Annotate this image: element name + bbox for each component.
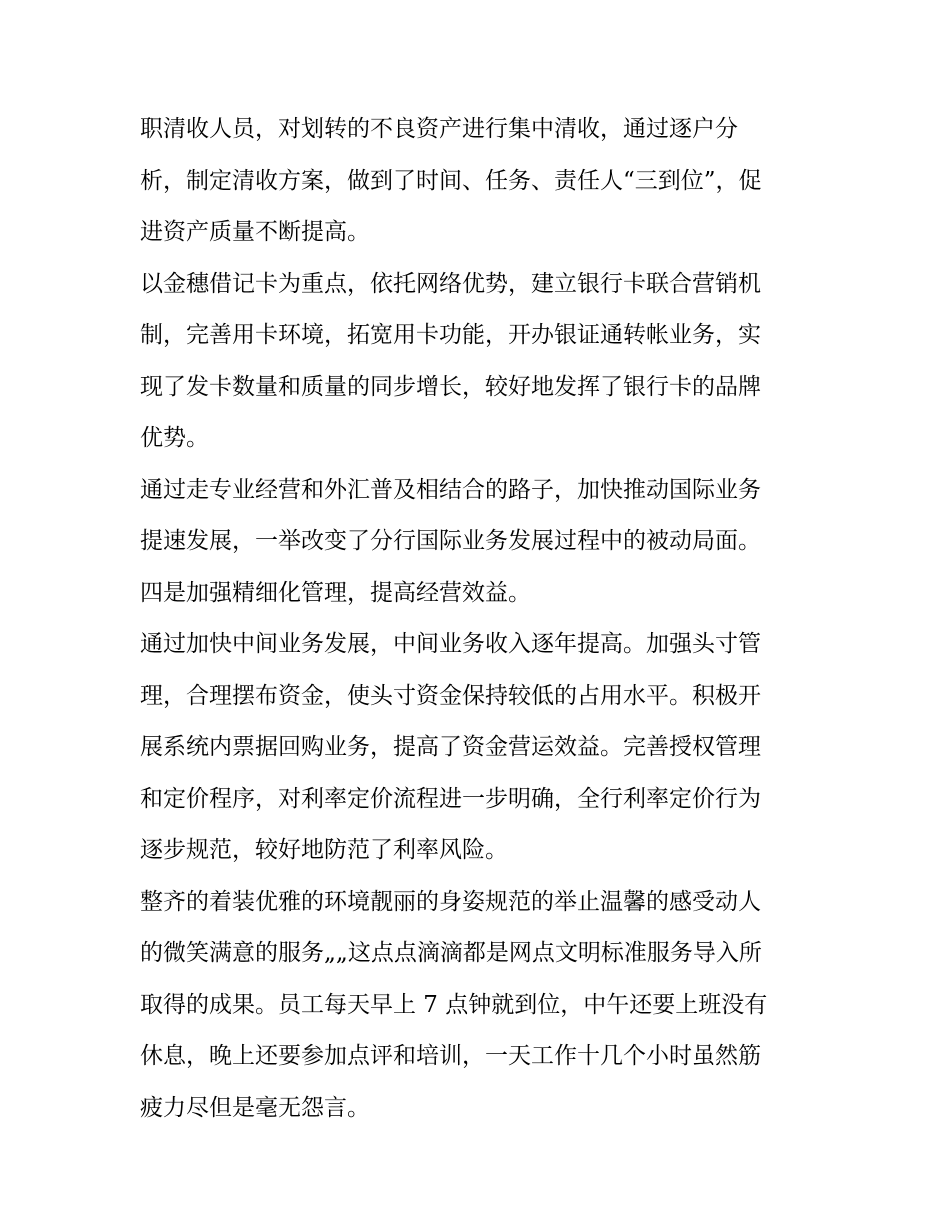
text-line: 提速发展，一举改变了分行国际业务发展过程中的被动局面。 xyxy=(140,528,761,554)
text-line: 析，制定清收方案，做到了时间、任务、责任人“三到位”，促 xyxy=(140,167,762,194)
text-line: 和定价程序，对利率定价流程进一步明确，全行利率定价行为 xyxy=(140,785,761,812)
text-line: 进资产质量不断提高。 xyxy=(140,219,370,245)
text-line: 优势。 xyxy=(140,425,209,451)
text-line: 理，合理摆布资金，使头寸资金保持较低的占用水平。积极开 xyxy=(140,682,761,709)
text-line: 疲力尽但是毫无怨言。 xyxy=(140,1094,370,1121)
text-line: 职清收人员，对划转的不良资产进行集中清收，通过逐户分 xyxy=(140,116,738,142)
text-line: 休息，晚上还要参加点评和培训，一天工作十几个小时虽然筋 xyxy=(140,1043,761,1069)
text-line: 以金穗借记卡为重点，依托网络优势，建立银行卡联合营销机 xyxy=(140,270,761,297)
text-line: 现了发卡数量和质量的同步增长，较好地发挥了银行卡的品牌 xyxy=(140,373,761,400)
text-line: 整齐的着装优雅的环境靓丽的身姿规范的举止温馨的感受动人 xyxy=(140,888,761,915)
text-line: 通过加快中间业务发展，中间业务收入逐年提高。加强头寸管 xyxy=(140,631,761,657)
text-line: 四是加强精细化管理，提高经营效益。 xyxy=(140,579,531,606)
text-line: 逐步规范，较好地防范了利率风险。 xyxy=(140,837,508,863)
text-line: 取得的成果。员工每天早上 7 点钟就到位，中午还要上班没有 xyxy=(140,991,768,1018)
text-line: 展系统内票据回购业务，提高了资金营运效益。完善授权管理 xyxy=(140,734,761,760)
text-line: 通过走专业经营和外汇普及相结合的路子，加快推动国际业务 xyxy=(140,476,761,503)
text-line: 的微笑满意的服务„„这点点滴滴都是网点文明标准服务导入所 xyxy=(140,940,762,966)
document-body xyxy=(140,104,820,1134)
text-line: 制，完善用卡环境，拓宽用卡功能，开办银证通转帐业务，实 xyxy=(140,322,761,348)
